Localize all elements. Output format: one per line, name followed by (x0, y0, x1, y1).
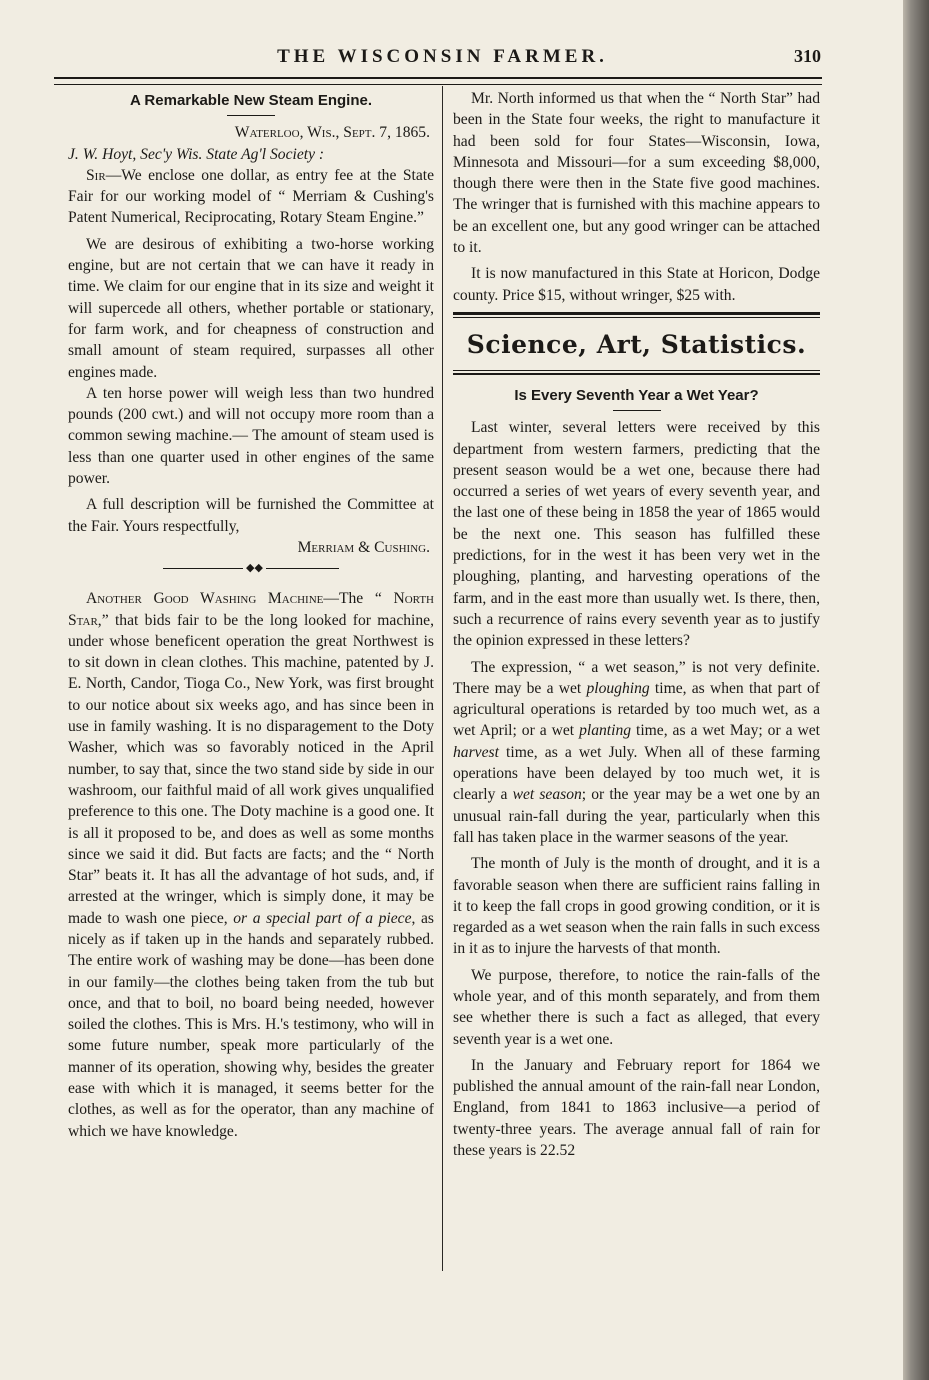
column-divider (442, 86, 443, 1271)
book-spine (903, 0, 929, 1380)
section-rule (453, 370, 820, 375)
page-number: 310 (794, 46, 821, 66)
steam-engine-paragraph: A full description will be furnished the Committee at the Fair. Yours respectfully, (68, 496, 434, 535)
title-rule (613, 410, 661, 411)
journal-title: THE WISCONSIN FARMER. (277, 46, 608, 67)
washing-machine-lead: Another Good Washing Machine (86, 590, 324, 608)
letter-dateline: Waterloo, Wis., Sept. 7, 1865. (234, 124, 430, 142)
wet-year-paragraph: We purpose, therefore, to notice the rain-falls of the whole year, and of this month separately, and from them see whether there is such a fact as alleged, that every seventh year is a wet one. (453, 966, 820, 1048)
steam-engine-article-title: A Remarkable New Steam Engine. (129, 92, 373, 109)
header-rule (54, 77, 822, 85)
left-column (68, 88, 434, 1142)
steam-engine-paragraph: A ten horse power will weigh less than two hundred pounds (200 cwt.) and will not occupy more room than a common sewing machine.— The amount of steam used is less than one quarter used in other engines of the same power. (68, 384, 434, 488)
right-column (453, 88, 820, 1161)
steam-engine-paragraph: We are desirous of exhibiting a two-horse working engine, but are not certain that we can have it ready in time. We claim for our engine that in its size and weight it will supercede all others, whether portable or stationary, for farm work, and for cheapness of construction and small amount of steam required, surpasses all other engines made. (68, 235, 434, 381)
diamond-icon: ◆◆ (243, 563, 266, 574)
steam-engine-paragraph: Sir—We enclose one dollar, as entry fee at the State Fair for our working model of “ Merriam & Cushing's Patent Numerical, Reciprocating, Rotary Steam Engine.” (68, 166, 434, 227)
wet-year-paragraph: The month of July is the month of drought, and it is a favorable season when there are sufficient rains falling in it to keep the fall crops in good growing condition, or it is regarded as a wet season when the rain falls in such excess in it as to injure the harvests of that month. (453, 855, 820, 958)
salutation: Sir (86, 166, 106, 184)
title-rule (227, 115, 275, 116)
section-heading: Science, Art, Statistics. (466, 329, 807, 359)
wet-year-paragraph: The expression, “ a wet season,” is not very definite. There may be a wet ploughing time, as when that part of agricultural operations is retarded by too much wet, as a wet April; or a wet planting time, as a wet May; or a wet harvest time, as a wet July. When all of these farming operations have been delayed by too much wet, it is clearly a wet season; or the year may be a wet one by an unusual rain-fall during the year, particularly when this fall has taken place in the warmer seasons of the year. (453, 658, 820, 846)
wet-year-paragraph: In the January and February report for 1864 we published the annual amount of the rain-fall near London, England, from 1841 to 1863 inclusive—a period of twenty-three years. The average annual fall of rain for these years is 22.52 (453, 1056, 820, 1160)
letter-signature: Merriam & Cushing. (297, 538, 430, 556)
letter-addressee: J. W. Hoyt, Sec'y Wis. State Ag'l Society : (68, 145, 325, 163)
running-head (60, 46, 825, 72)
section-rule (453, 312, 820, 318)
wet-year-paragraph: Last winter, several letters were received by this department from western farmers, predicting that the present season would be a wet one, because there had occurred a series of wet years of every seventh year, and the last one of these being in 1858 the year of 1865 would be the next one. This season has fulfilled these predictions, for in the west it has been very wet in the ploughing, planting, and harvesting operations of the farm, and in the east more than usually wet. Is there, then, such a recurrence of rains every seventh year as to justify the opinion expressed in these letters? (453, 419, 820, 650)
north-star-paragraph: It is now manufactured in this State at Horicon, Dodge county. Price $15, without wringer, $25 with. (453, 265, 820, 304)
north-star-paragraph: Mr. North informed us that when the “ North Star” had been in the State four weeks, the right to manufacture it had been sold for four States—Wisconsin, Iowa, Minnesota and Missouri—for a sum exceeding $8,000, though there were then in the State five good machines. The wringer that is furnished with this machine appears to be an excellent one, but any good wringer can be attached to it. (453, 90, 820, 257)
wet-year-article-title: Is Every Seventh Year a Wet Year? (514, 386, 759, 404)
separator-ornament (68, 564, 434, 574)
washing-machine-article: Another Good Washing Machine—The “ North Star,” that bids fair to be the long looked for machine, under whose beneficent operation the great Northwest is to sit down in clean clothes. This machine, patented by J. E. North, Candor, Tioga Co., New York, was first brought to our notice about six weeks ago, and has since been in use in family washing. It is no disparagement to the Doty Washer, which was so favorably noticed in the April number, to say that, since the two stand side by side in our washroom, our faithful maid of all work gives unqualified preference to this one. The Doty machine is a good one. It is all it proposed to be, and does as well as some months since we said it did. But facts are facts; and the “ North Star” beats it. It has all the advantage of hot suds, and, if arrested at the wringer, which is simply done, it may be made to wash one piece, or a special part of a piece, as nicely as if taken up in the hands and separately rubbed. The entire work of washing may be done—has been done in our family—the clothes being taken from the tub but once, and that to boil, no board being needed, however soiled the clothes. This is Mrs. H.'s testimony, who will in some future number, speak more particularly of the manner of its operation, showing why, besides the greater ease with which it is managed, it seems better for the clothes, as well as for the operator, than any machine of which we have knowledge. (68, 590, 434, 1140)
